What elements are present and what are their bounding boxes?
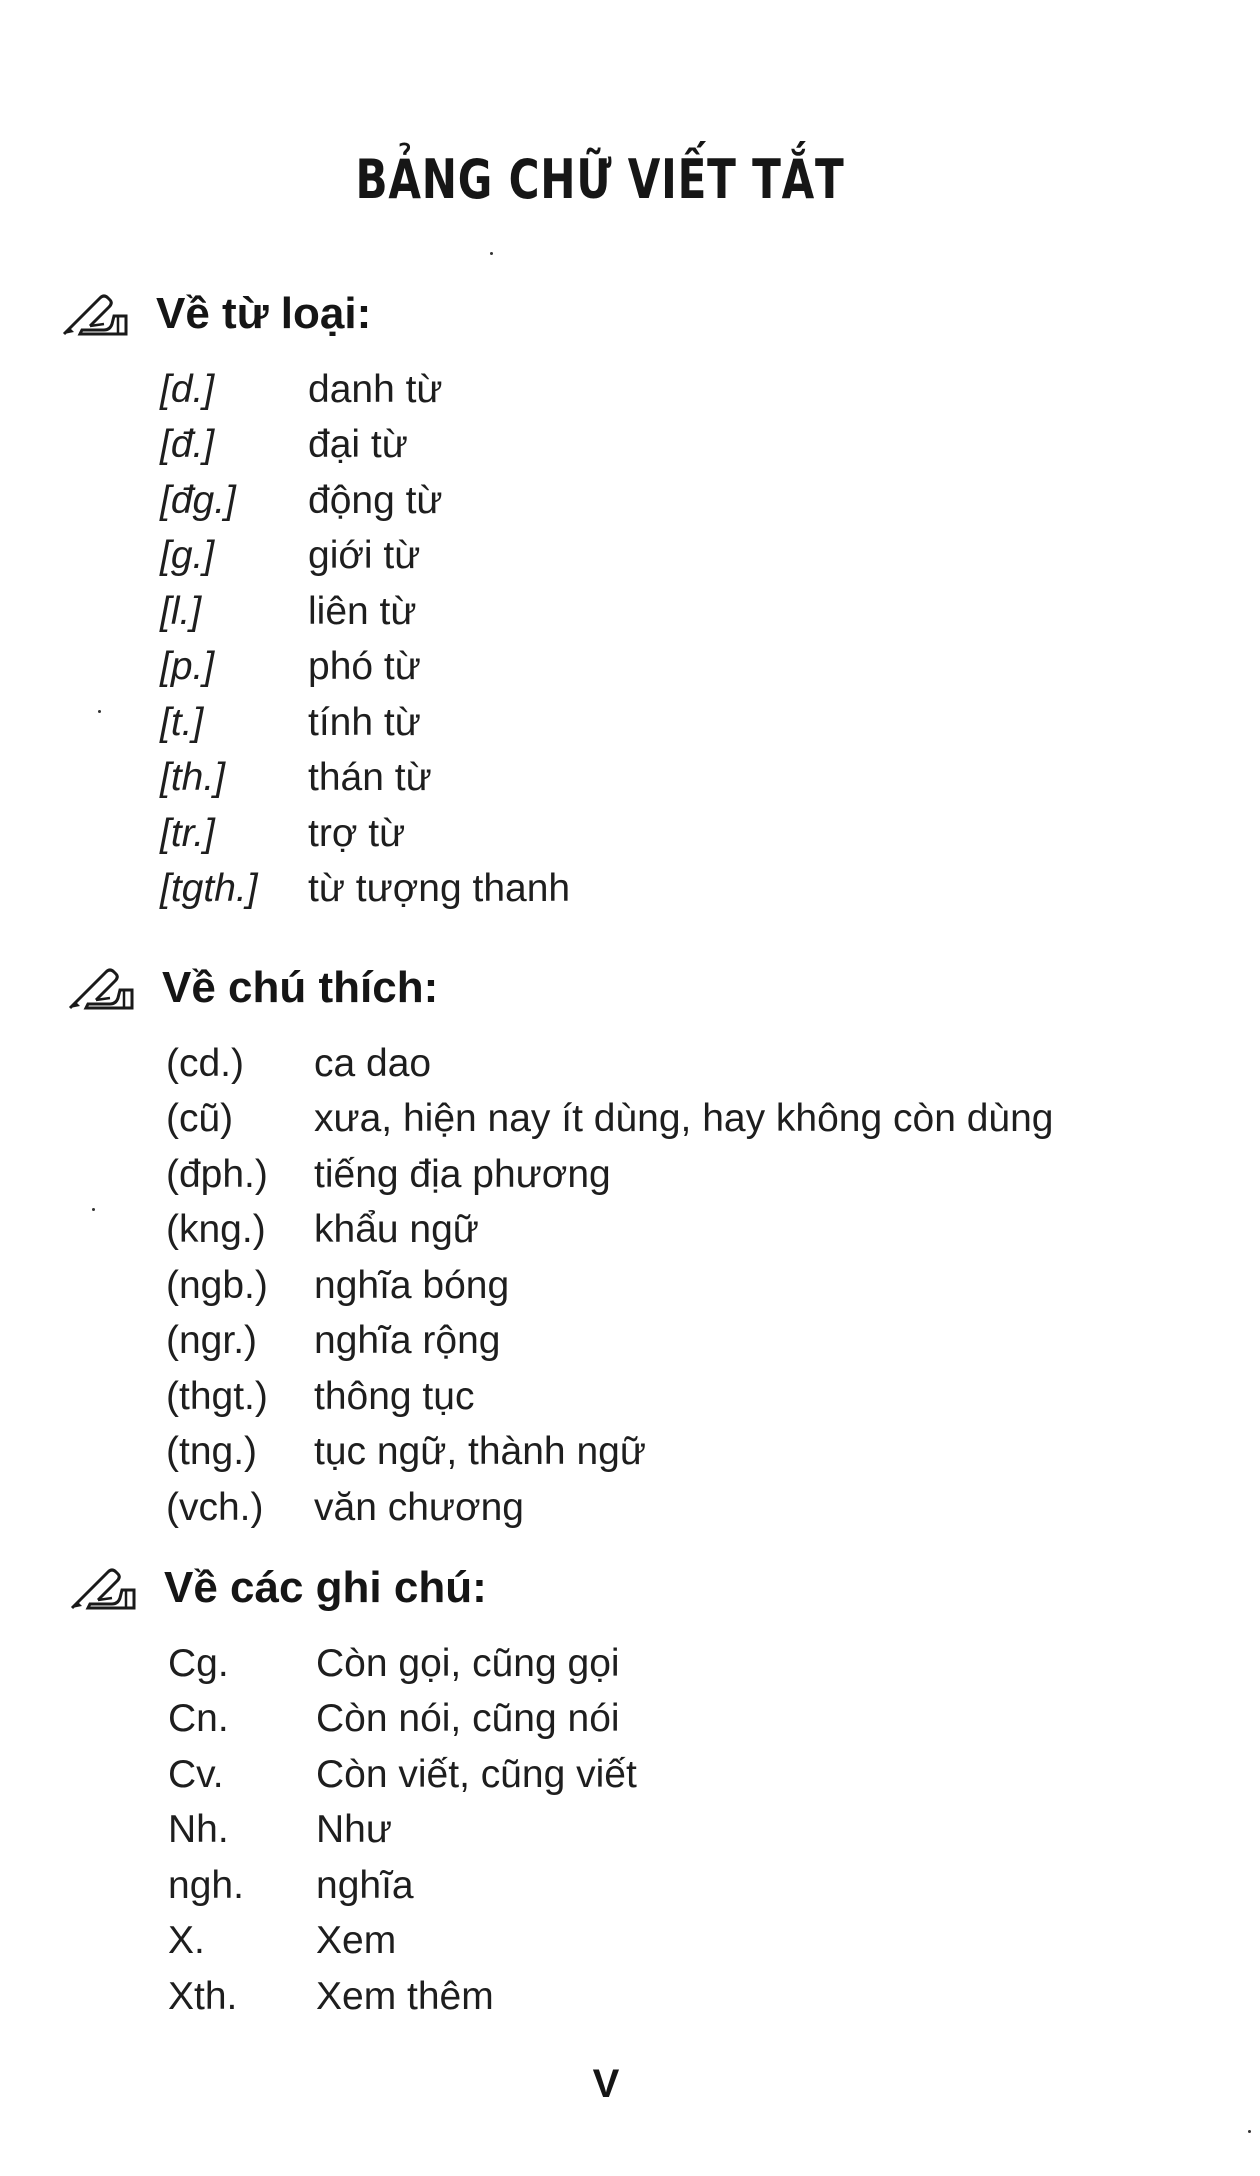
section-heading-label: Về từ loại: [156,289,372,338]
abbreviation: (ngr.) [166,1319,258,1363]
abbreviation-list [166,1036,1053,1536]
abbreviation-meaning: xưa, hiện nay ít dùng, hay không còn dùng [314,1097,1054,1141]
list-item [166,1314,1053,1370]
abbreviation-meaning: tính từ [308,700,421,744]
abbreviation-meaning: Xem [316,1919,397,1963]
list-item [168,1636,637,1692]
abbreviation-meaning: giới từ [308,534,421,578]
abbreviation: X. [168,1919,205,1963]
list-item [168,1858,637,1914]
section-heading [68,1558,487,1618]
abbreviation-meaning: tiếng địa phương [314,1152,611,1196]
abbreviation: (kng.) [166,1208,266,1252]
writing-hand-icon [60,290,132,338]
abbreviation-meaning: nghĩa [316,1863,414,1907]
list-item [160,695,570,751]
abbreviation: (thgt.) [166,1374,268,1418]
abbreviation-meaning: thông tục [314,1374,475,1418]
abbreviation-meaning: phó từ [308,645,421,689]
abbreviation-meaning: văn chương [314,1485,524,1529]
list-item [168,1803,637,1859]
abbreviation: (đph.) [166,1152,268,1196]
abbreviation-meaning: Như [316,1808,392,1852]
abbreviation: Xth. [168,1974,238,2018]
scan-speck [92,1208,95,1211]
abbreviation: Nh. [168,1808,229,1852]
list-item [160,418,570,474]
scan-speck [490,252,493,255]
abbreviation-meaning: trợ từ [308,811,406,855]
page-number: V [592,2062,620,2106]
section-heading-label: Về các ghi chú: [164,1563,487,1612]
list-item [168,1969,637,2025]
abbreviation: [tr.] [160,811,215,855]
section-heading [60,284,371,344]
abbreviation: (ngb.) [166,1263,268,1307]
abbreviation-meaning: từ tượng thanh [308,867,571,911]
list-item [160,862,570,918]
abbreviation-meaning: đại từ [308,423,408,467]
list-item [166,1092,1053,1148]
list-item [160,529,570,585]
writing-hand-icon [68,1564,140,1612]
abbreviation-meaning: khẩu ngữ [314,1208,479,1252]
abbreviation-list [160,362,570,917]
abbreviation: [tgth.] [160,867,258,911]
abbreviation: [p.] [160,645,215,689]
abbreviation-meaning: liên từ [308,589,417,633]
abbreviation-meaning: Còn gọi, cũng gọi [316,1641,620,1685]
abbreviation-meaning: Còn nói, cũng nói [316,1697,620,1741]
abbreviation: Cv. [168,1752,224,1796]
abbreviation-list [168,1636,637,2025]
abbreviation: [l.] [160,589,202,633]
list-item [168,1747,637,1803]
abbreviation-meaning: nghĩa rộng [314,1319,501,1363]
abbreviation-meaning: tục ngữ, thành ngữ [314,1430,646,1474]
list-item [160,473,570,529]
abbreviation: [đg.] [160,478,236,522]
list-item [160,751,570,807]
abbreviation: Cg. [168,1641,229,1685]
abbreviation: [g.] [160,534,215,578]
abbreviation: ngh. [168,1863,244,1907]
abbreviation: [th.] [160,756,226,800]
scan-speck [98,710,101,713]
scan-speck [1248,2130,1251,2133]
section-heading [66,958,438,1018]
abbreviation: Cn. [168,1697,229,1741]
list-item [168,1692,637,1748]
abbreviation-meaning: động từ [308,478,443,522]
list-item [166,1480,1053,1536]
section-heading-label: Về chú thích: [162,963,439,1012]
abbreviation-meaning: nghĩa bóng [314,1263,510,1307]
abbreviation: (cũ) [166,1097,234,1141]
abbreviation-meaning: Còn viết, cũng viết [316,1752,637,1796]
list-item [166,1369,1053,1425]
abbreviation-meaning: thán từ [308,756,432,800]
abbreviation: (tng.) [166,1430,258,1474]
page-title: BẢNG CHỮ VIẾT TẮT [355,148,845,211]
abbreviation: (cd.) [166,1041,244,1085]
list-item [166,1147,1053,1203]
list-item [160,806,570,862]
list-item [160,362,570,418]
abbreviation-meaning: ca dao [314,1041,432,1085]
abbreviation: (vch.) [166,1485,264,1529]
abbreviation: [đ.] [160,423,215,467]
list-item [160,640,570,696]
abbreviation: [t.] [160,700,204,744]
list-item [166,1036,1053,1092]
list-item [166,1258,1053,1314]
list-item [166,1425,1053,1481]
abbreviation-meaning: danh từ [308,367,443,411]
list-item [160,584,570,640]
list-item [166,1203,1053,1259]
abbreviation: [d.] [160,367,215,411]
abbreviation-meaning: Xem thêm [316,1974,494,2018]
list-item [168,1914,637,1970]
writing-hand-icon [66,964,138,1012]
